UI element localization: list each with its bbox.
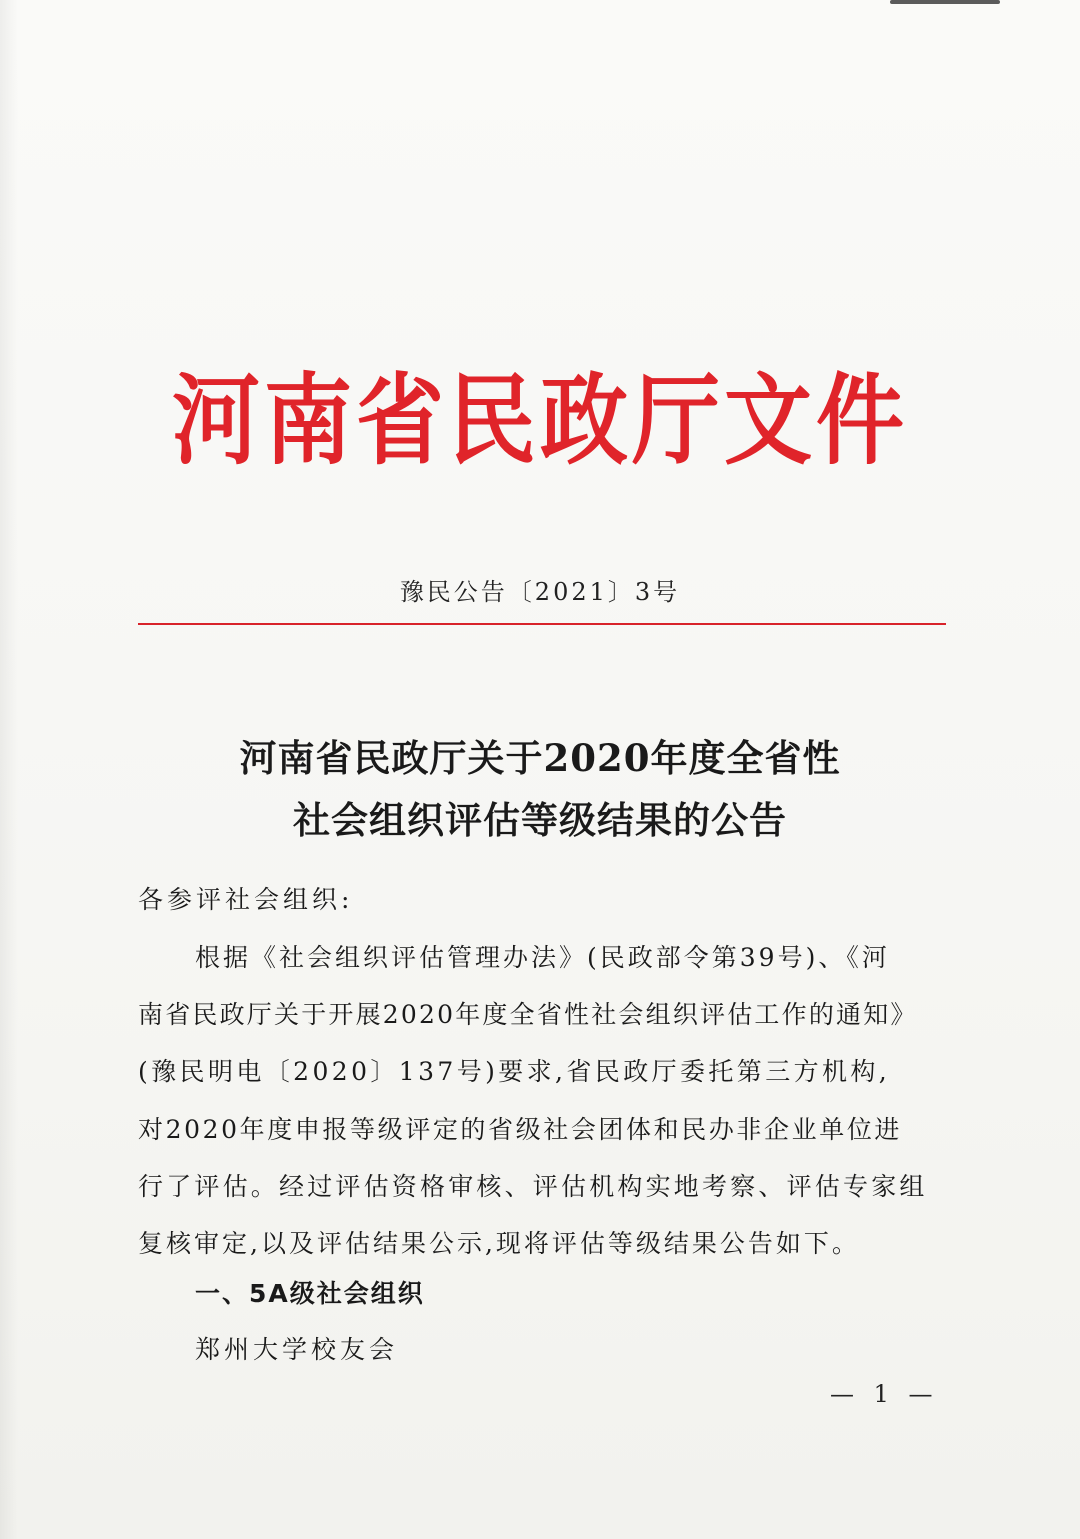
salutation: 各参评社会组织:: [138, 885, 354, 914]
scan-top-mark: [890, 0, 1000, 4]
body-paragraph-line: 南省民政厅关于开展2020年度全省性社会组织评估工作的通知》: [138, 1000, 918, 1029]
red-separator-line: [138, 623, 946, 625]
announcement-title-line-2: 社会组织评估等级结果的公告: [293, 798, 787, 842]
body-paragraph-line: 根据《社会组织评估管理办法》(民政部令第39号)、《河: [195, 943, 890, 972]
body-paragraph-line: 对2020年度申报等级评定的省级社会团体和民办非企业单位进: [138, 1115, 903, 1144]
announcement-title-line-1: 河南省民政厅关于2020年度全省性: [239, 736, 841, 780]
document-masthead: 河南省民政厅文件: [171, 361, 908, 479]
body-paragraph-line: 复核审定,以及评估结果公示,现将评估等级结果公告如下。: [138, 1229, 860, 1258]
page-number: — 1 —: [830, 1380, 939, 1408]
organization-list-item: 郑州大学校友会: [195, 1335, 399, 1364]
body-paragraph-line: (豫民明电〔2020〕137号)要求,省民政厅委托第三方机构,: [138, 1057, 891, 1086]
section-heading-5a: 一、5A级社会组织: [195, 1279, 425, 1308]
body-paragraph-line: 行了评估。经过评估资格审核、评估机构实地考察、评估专家组: [138, 1172, 928, 1201]
document-number: 豫民公告〔2021〕3号: [399, 578, 681, 606]
